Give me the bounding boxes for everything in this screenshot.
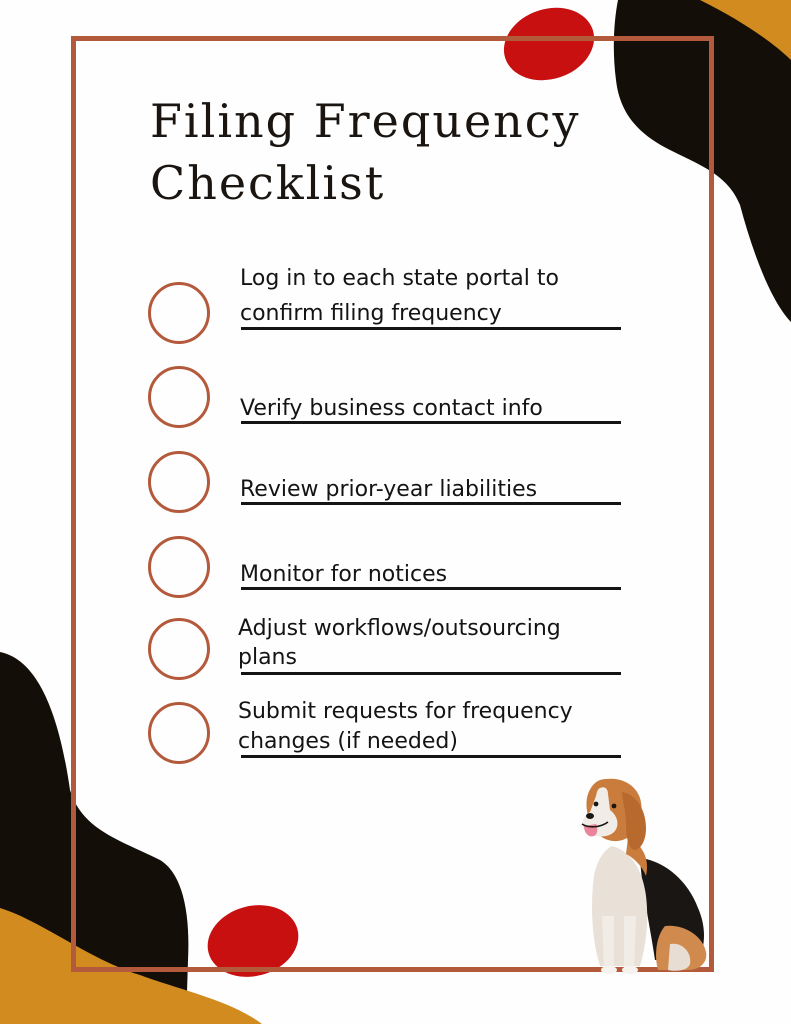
writing-line — [241, 755, 621, 758]
writing-line — [241, 502, 621, 505]
item-label-line-2: changes (if needed) — [238, 729, 458, 754]
checkbox-circle[interactable] — [148, 702, 210, 764]
writing-line — [241, 587, 621, 590]
item-label-line-1: Submit requests for frequency — [238, 699, 573, 724]
item-label-line-1: Log in to each state portal to — [240, 266, 559, 291]
item-label: Verify business contact info — [240, 396, 543, 421]
checkbox-circle[interactable] — [148, 282, 210, 344]
beagle-dog-illustration — [570, 776, 710, 976]
item-label-line-1: Adjust workflows/outsourcing — [238, 616, 561, 641]
checkbox-circle[interactable] — [148, 618, 210, 680]
checkbox-circle[interactable] — [148, 536, 210, 598]
item-label-line-2: confirm filing frequency — [240, 301, 502, 326]
item-label-line-2: plans — [238, 645, 297, 670]
checkbox-circle[interactable] — [148, 451, 210, 513]
item-label: Review prior-year liabilities — [240, 477, 538, 502]
writing-line — [241, 672, 621, 675]
title-line-2: Checklist — [150, 156, 386, 210]
title-line-1: Filing Frequency — [150, 94, 581, 148]
checkbox-circle[interactable] — [148, 366, 210, 428]
page-title — [150, 90, 581, 214]
writing-line — [241, 421, 621, 424]
writing-line — [241, 327, 621, 330]
item-label: Monitor for notices — [240, 562, 448, 587]
